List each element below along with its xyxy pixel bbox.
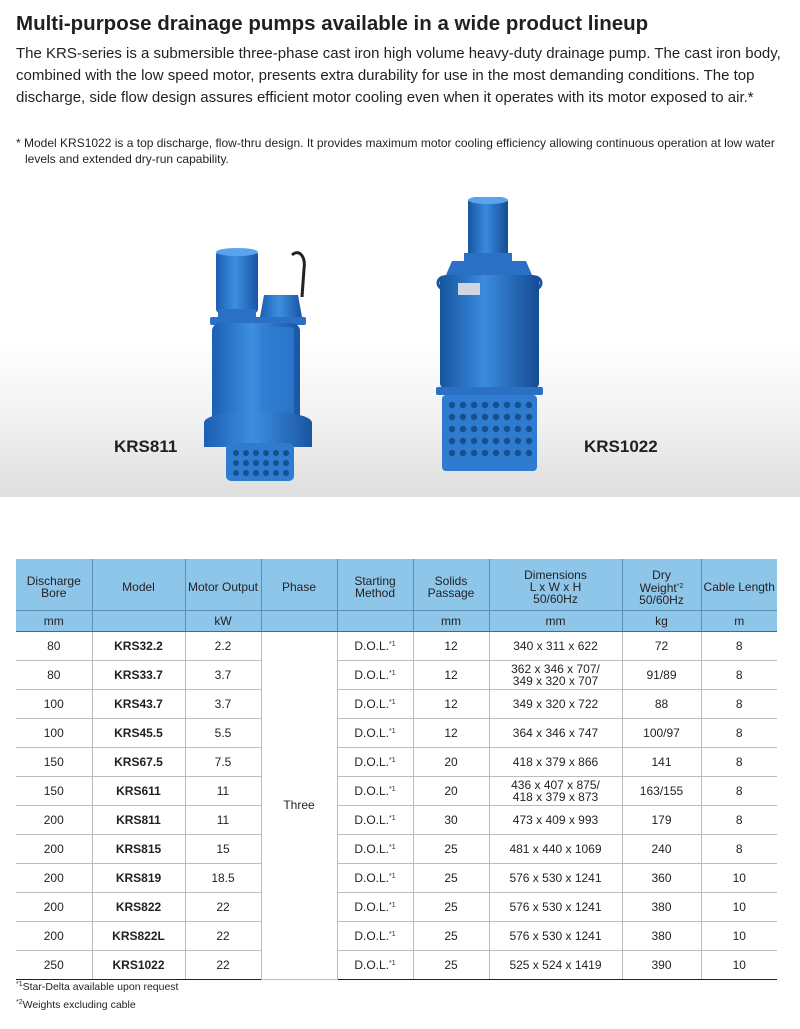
cell-solids-passage: 12: [413, 660, 489, 689]
cell-discharge-bore: 80: [16, 631, 92, 660]
cell-model: KRS819: [92, 863, 185, 892]
cell-model: KRS822: [92, 892, 185, 921]
header-cable-length: Cable Length: [701, 559, 777, 610]
cell-solids-passage: 25: [413, 892, 489, 921]
table-row: [16, 689, 777, 718]
cell-starting-method: D.O.L.$^{*1}$: [337, 805, 413, 834]
cell-model: KRS67.5: [92, 747, 185, 776]
table-row: [16, 718, 777, 747]
model-note: * Model KRS1022 is a top discharge, flow-thru design. It provides maximum motor cooling efficiency allowing continuous operation at low water levels and extended dry-run capability.: [16, 136, 775, 166]
table-row: [16, 921, 777, 950]
cell-dry-weight: 72: [622, 631, 701, 660]
cell-starting-method: D.O.L.$^{*1}$: [337, 892, 413, 921]
cell-dimensions: 436 x 407 x 875/ 418 x 379 x 873: [489, 776, 622, 805]
cell-motor-output: 7.5: [185, 747, 261, 776]
unit-cable-length: m: [701, 610, 777, 631]
cell-starting-method: D.O.L.$^{*1}$: [337, 631, 413, 660]
spec-table: [16, 559, 777, 980]
cell-dimensions: 473 x 409 x 993: [489, 805, 622, 834]
unit-dry-weight: kg: [622, 610, 701, 631]
cell-motor-output: 11: [185, 805, 261, 834]
table-row: [16, 892, 777, 921]
product-photo-area: [0, 175, 800, 497]
cell-motor-output: 22: [185, 950, 261, 979]
cell-starting-method: D.O.L.$^{*1}$: [337, 689, 413, 718]
cell-starting-method: D.O.L.$^{*1}$: [337, 776, 413, 805]
cell-discharge-bore: 250: [16, 950, 92, 979]
header-phase: Phase: [261, 559, 337, 610]
header-model: Model: [92, 559, 185, 610]
cell-dry-weight: 380: [622, 921, 701, 950]
cell-discharge-bore: 150: [16, 747, 92, 776]
footnote-2: $^{*2}$Weights excluding cable: [16, 999, 136, 1011]
cell-motor-output: 22: [185, 892, 261, 921]
cell-motor-output: 18.5: [185, 863, 261, 892]
cell-starting-method: D.O.L.$^{*1}$: [337, 950, 413, 979]
header-solids-passage: Solids Passage: [413, 559, 489, 610]
cell-model: KRS811: [92, 805, 185, 834]
cell-discharge-bore: 200: [16, 805, 92, 834]
unit-motor-output: kW: [185, 610, 261, 631]
cell-solids-passage: 12: [413, 718, 489, 747]
pump-krs811-image: [198, 247, 323, 487]
cell-dry-weight: 91/89: [622, 660, 701, 689]
pump-label-krs811: KRS811: [114, 437, 178, 456]
cell-dimensions: 340 x 311 x 622: [489, 631, 622, 660]
cell-solids-passage: 25: [413, 834, 489, 863]
cell-motor-output: 11: [185, 776, 261, 805]
cell-cable-length: 8: [701, 631, 777, 660]
cell-discharge-bore: 200: [16, 892, 92, 921]
cell-cable-length: 8: [701, 834, 777, 863]
cell-phase: Three: [261, 631, 337, 979]
cell-dry-weight: 240: [622, 834, 701, 863]
cell-discharge-bore: 150: [16, 776, 92, 805]
cell-model: KRS33.7: [92, 660, 185, 689]
cell-solids-passage: 12: [413, 631, 489, 660]
cell-starting-method: D.O.L.$^{*1}$: [337, 921, 413, 950]
table-row: [16, 660, 777, 689]
cell-discharge-bore: 80: [16, 660, 92, 689]
cell-discharge-bore: 100: [16, 718, 92, 747]
cell-model: KRS45.5: [92, 718, 185, 747]
cell-discharge-bore: 200: [16, 834, 92, 863]
cell-discharge-bore: 200: [16, 863, 92, 892]
cell-solids-passage: 25: [413, 863, 489, 892]
cell-starting-method: D.O.L.$^{*1}$: [337, 863, 413, 892]
cell-motor-output: 22: [185, 921, 261, 950]
cell-motor-output: 5.5: [185, 718, 261, 747]
cell-dry-weight: 390: [622, 950, 701, 979]
cell-model: KRS1022: [92, 950, 185, 979]
cell-cable-length: 8: [701, 747, 777, 776]
cell-dry-weight: 179: [622, 805, 701, 834]
cell-motor-output: 2.2: [185, 631, 261, 660]
unit-model: [92, 610, 185, 631]
cell-dimensions: 576 x 530 x 1241: [489, 863, 622, 892]
cell-solids-passage: 12: [413, 689, 489, 718]
cell-cable-length: 8: [701, 776, 777, 805]
cell-dimensions: 362 x 346 x 707/ 349 x 320 x 707: [489, 660, 622, 689]
cell-motor-output: 3.7: [185, 689, 261, 718]
header-dimensions: Dimensions L x W x H 50/60Hz: [489, 559, 622, 610]
pump-krs1022-image: [432, 197, 547, 477]
footnote-1: $^{*1}$Star-Delta available upon request: [16, 981, 179, 993]
cell-cable-length: 10: [701, 892, 777, 921]
table-row: [16, 747, 777, 776]
cell-dry-weight: 163/155: [622, 776, 701, 805]
unit-discharge-bore: mm: [16, 610, 92, 631]
table-row: [16, 863, 777, 892]
unit-starting-method: [337, 610, 413, 631]
cell-dry-weight: 141: [622, 747, 701, 776]
cell-starting-method: D.O.L.$^{*1}$: [337, 747, 413, 776]
cell-model: KRS43.7: [92, 689, 185, 718]
unit-dimensions: mm: [489, 610, 622, 631]
cell-solids-passage: 20: [413, 776, 489, 805]
cell-solids-passage: 30: [413, 805, 489, 834]
cell-cable-length: 8: [701, 689, 777, 718]
cell-cable-length: 10: [701, 863, 777, 892]
table-row: [16, 631, 777, 660]
cell-cable-length: 8: [701, 805, 777, 834]
cell-dimensions: 364 x 346 x 747: [489, 718, 622, 747]
cell-starting-method: D.O.L.$^{*1}$: [337, 834, 413, 863]
cell-cable-length: 10: [701, 950, 777, 979]
cell-dimensions: 525 x 524 x 1419: [489, 950, 622, 979]
unit-solids-passage: mm: [413, 610, 489, 631]
table-row: [16, 776, 777, 805]
cell-starting-method: D.O.L.$^{*1}$: [337, 660, 413, 689]
table-header-row: [16, 559, 777, 610]
page-title: Multi-purpose drainage pumps available in a wide product lineup: [16, 12, 649, 35]
cell-solids-passage: 25: [413, 950, 489, 979]
table-unit-row: [16, 610, 777, 631]
cell-solids-passage: 20: [413, 747, 489, 776]
cell-dimensions: 481 x 440 x 1069: [489, 834, 622, 863]
cell-dimensions: 576 x 530 x 1241: [489, 892, 622, 921]
cell-starting-method: D.O.L.$^{*1}$: [337, 718, 413, 747]
cell-cable-length: 8: [701, 660, 777, 689]
intro-paragraph: The KRS-series is a submersible three-phase cast iron high volume heavy-duty drainage pump. The cast iron body, combined with the low speed motor, presents extra durability for use in the most demanding conditions. The top discharge, side flow design assures efficient motor cooling even when it operates with its motor exposed to air.*: [16, 45, 781, 106]
cell-discharge-bore: 100: [16, 689, 92, 718]
cell-dry-weight: 88: [622, 689, 701, 718]
cell-cable-length: 8: [701, 718, 777, 747]
cell-cable-length: 10: [701, 921, 777, 950]
header-starting-method: Starting Method: [337, 559, 413, 610]
unit-phase: [261, 610, 337, 631]
cell-dry-weight: 100/97: [622, 718, 701, 747]
cell-model: KRS611: [92, 776, 185, 805]
cell-model: KRS822L: [92, 921, 185, 950]
header-dry-weight: Dry Weight$^{*2}$ 50/60Hz: [622, 559, 701, 610]
cell-model: KRS32.2: [92, 631, 185, 660]
cell-dimensions: 349 x 320 x 722: [489, 689, 622, 718]
header-discharge-bore: Discharge Bore: [16, 559, 92, 610]
cell-discharge-bore: 200: [16, 921, 92, 950]
table-row: [16, 950, 777, 979]
cell-dry-weight: 360: [622, 863, 701, 892]
cell-solids-passage: 25: [413, 921, 489, 950]
cell-motor-output: 15: [185, 834, 261, 863]
table-body: [16, 631, 777, 979]
pump-label-krs1022: KRS1022: [584, 437, 658, 456]
cell-dimensions: 576 x 530 x 1241: [489, 921, 622, 950]
cell-model: KRS815: [92, 834, 185, 863]
cell-dimensions: 418 x 379 x 866: [489, 747, 622, 776]
table-row: [16, 834, 777, 863]
cell-dry-weight: 380: [622, 892, 701, 921]
cell-motor-output: 3.7: [185, 660, 261, 689]
table-row: [16, 805, 777, 834]
header-motor-output: Motor Output: [185, 559, 261, 610]
